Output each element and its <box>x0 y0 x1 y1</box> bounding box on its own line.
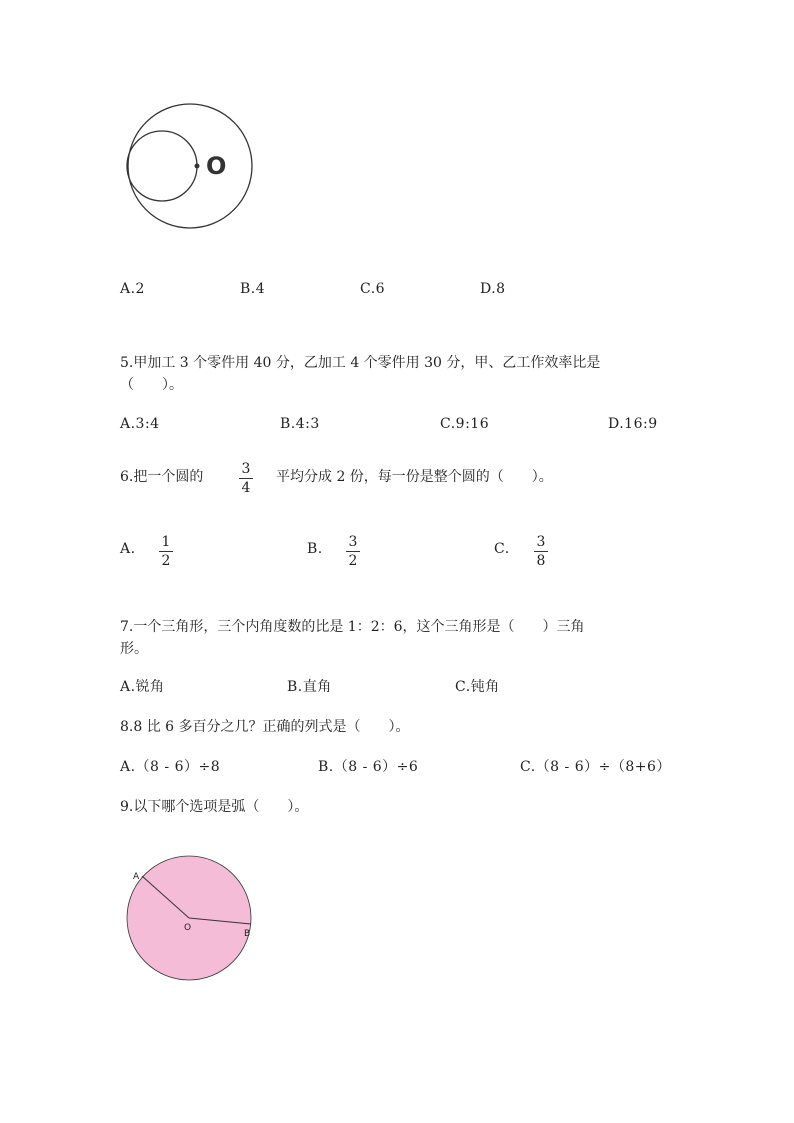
point-label-o: O <box>184 923 192 933</box>
fraction-bar <box>346 551 360 552</box>
q6-option-b-numerator: 3 <box>348 534 358 550</box>
q6-option-a-numerator: 1 <box>161 534 171 550</box>
q6-option-c-denominator: 8 <box>536 553 546 569</box>
q6-option-a-denominator: 2 <box>161 553 171 569</box>
q7-option-c[interactable]: C.钝角 <box>455 679 500 695</box>
q6-option-b-denominator: 2 <box>348 553 358 569</box>
q6-option-c-numerator: 3 <box>536 534 546 550</box>
q6-option-a-label[interactable]: A. <box>120 541 136 557</box>
q7-question-line2: 形。 <box>120 641 148 657</box>
q8-option-c[interactable]: C.（8 - 6）÷（8+6） <box>520 759 671 775</box>
q6-question-suffix: 平均分成 2 份，每一份是整个圆的（ ）。 <box>276 469 553 485</box>
q4-option-b[interactable]: B.4 <box>240 281 266 297</box>
q6-fraction <box>236 462 256 495</box>
q6-option-b-fraction[interactable] <box>343 535 363 568</box>
q7-option-b[interactable]: B.直角 <box>287 679 332 695</box>
arc-figure <box>120 850 270 990</box>
q7-option-a[interactable]: A.锐角 <box>120 679 165 695</box>
q6-option-c-label[interactable]: C. <box>494 541 510 557</box>
q5-option-b[interactable]: B.4:3 <box>280 416 320 432</box>
outer-circle <box>128 104 252 228</box>
q9-question: 9.以下哪个选项是弧（ ）。 <box>120 799 309 815</box>
q5-question-line2: （ ）。 <box>120 377 183 393</box>
point-label-b: B <box>244 929 251 939</box>
q7-question-line1: 7.一个三角形，三个内角度数的比是 1：2：6，这个三角形是（ ）三角 <box>120 619 585 635</box>
q8-question: 8.8 比 6 多百分之几？正确的列式是（ ）。 <box>120 719 410 735</box>
q6-option-b-label[interactable]: B. <box>307 541 323 557</box>
inner-circle <box>127 131 197 201</box>
q6-option-c-fraction[interactable] <box>531 535 551 568</box>
fraction-bar <box>534 551 548 552</box>
q8-option-a[interactable]: A.（8 - 6）÷8 <box>120 759 221 775</box>
q4-option-d[interactable]: D.8 <box>480 281 506 297</box>
point-label-a: A <box>133 872 140 882</box>
q6-fraction-denominator: 4 <box>241 480 251 496</box>
q6-option-a-fraction[interactable] <box>156 535 176 568</box>
fraction-bar <box>159 551 173 552</box>
q5-option-d[interactable]: D.16:9 <box>608 416 658 432</box>
q5-option-c[interactable]: C.9:16 <box>440 416 490 432</box>
q6-question-prefix: 6.把一个圆的 <box>120 469 204 485</box>
center-point <box>195 164 200 169</box>
two-circles-figure <box>120 100 260 240</box>
fraction-bar <box>239 478 253 479</box>
q4-option-a[interactable]: A.2 <box>120 281 145 297</box>
q5-question-line1: 5.甲加工 3 个零件用 40 分，乙加工 4 个零件用 30 分，甲、乙工作效率比是 <box>120 355 601 371</box>
q8-option-b[interactable]: B.（8 - 6）÷6 <box>318 759 419 775</box>
q5-option-a[interactable]: A.3:4 <box>120 416 160 432</box>
q6-fraction-numerator: 3 <box>241 461 251 477</box>
center-label-o: O <box>206 152 227 180</box>
q4-option-c[interactable]: C.6 <box>360 281 386 297</box>
